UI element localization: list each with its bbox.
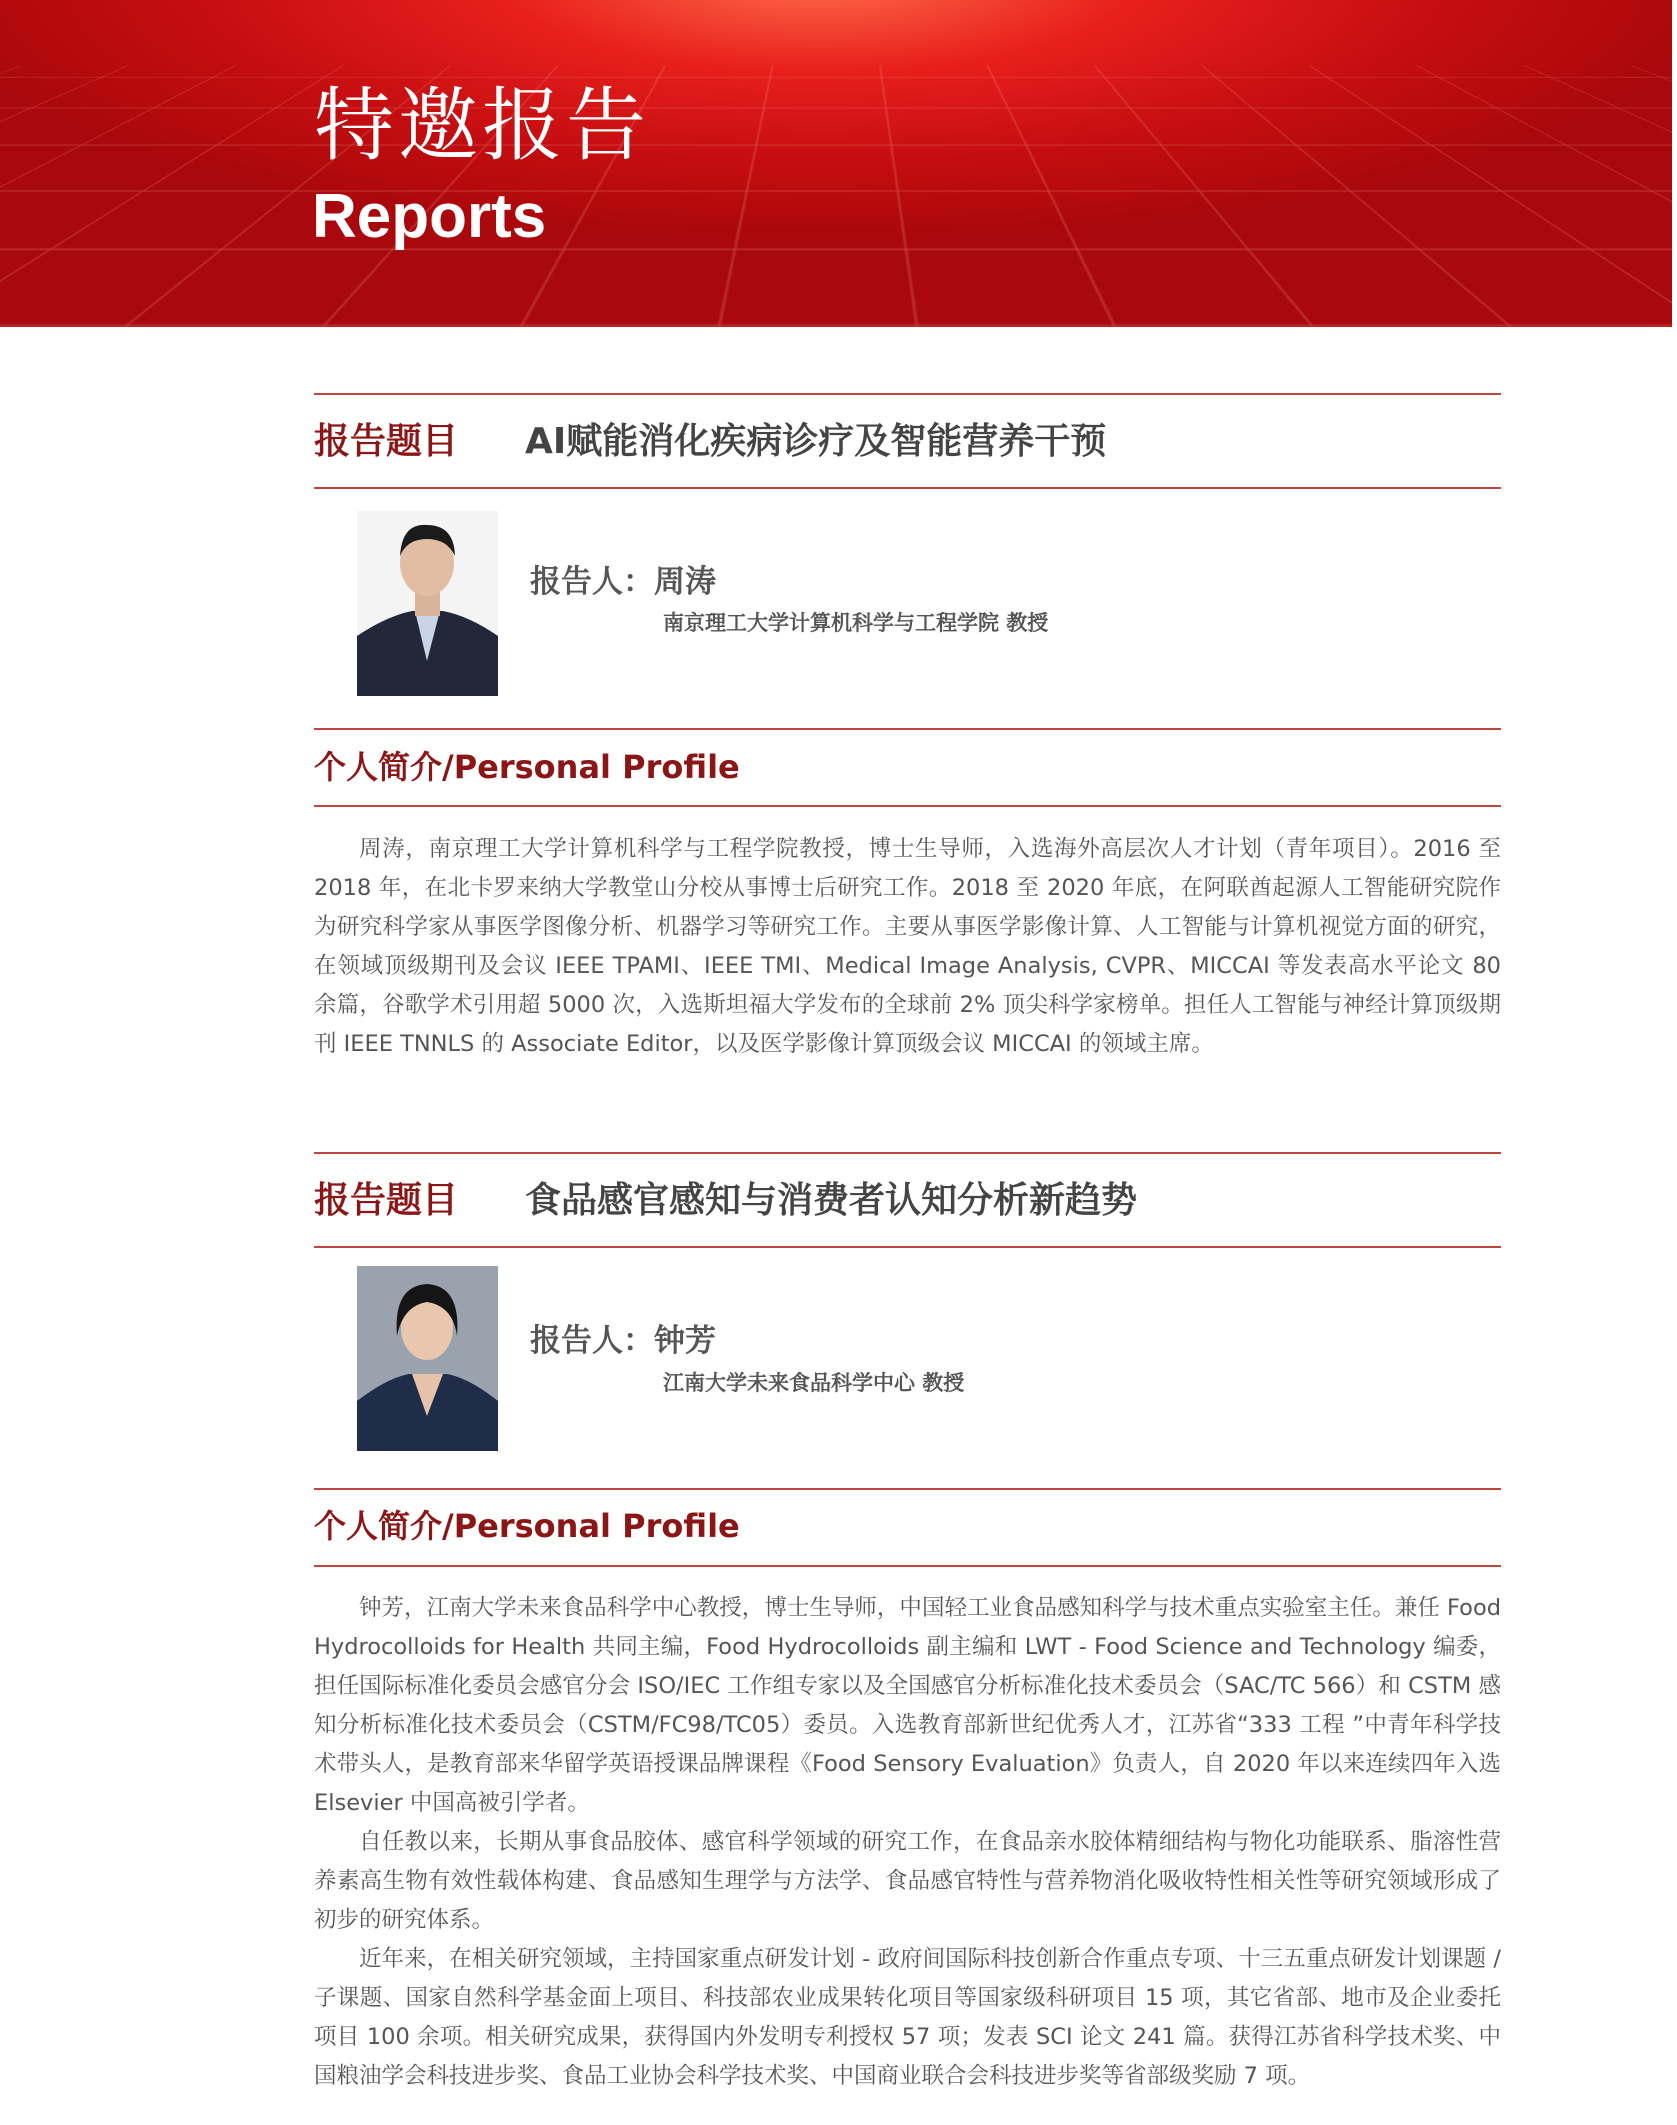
- banner-grid-decoration: [0, 66, 1672, 327]
- report-title: 食品感官感知与消费者认知分析新趋势: [525, 1180, 1138, 1221]
- divider: [314, 728, 1501, 730]
- profile-text: [314, 1589, 1501, 2096]
- divider: [314, 1488, 1501, 1490]
- profile-paragraph: 钟芳，江南大学未来食品科学中心教授，博士生导师，中国轻工业食品感知科学与技术重点实验室主任。兼任 Food Hydrocolloids for Health 共同主编，Food Hydrocolloids 副主编和 LWT - Food Science and Technology 编委，担任国际标准化委员会感官分会 ISO/IEC 工作组专家以及全国感官分析标准化技术委员会（SAC/TC 566）和 CSTM 感知分析标准化技术委员会（CSTM/FC98/TC05）委员。入选教育部新世纪优秀人才，江苏省“333 工程 ”中青年科学技术带头人，是教育部来华留学英语授课品牌课程《Food Sensory Evaluation》负责人，自 2020 年以来连续四年入选 Elsevier 中国高被引学者。: [314, 1595, 1501, 1816]
- profile-paragraph: 自任教以来，长期从事食品胶体、感官科学领域的研究工作，在食品亲水胶体精细结构与物化功能联系、脂溶性营养素高生物有效性载体构建、食品感知生理学与方法学、食品感官特性与营养物消化吸收特性相关性等研究领域形成了初步的研究体系。: [314, 1829, 1501, 1933]
- report-title: AI赋能消化疾病诊疗及智能营养干预: [525, 421, 1107, 462]
- header-banner: [0, 0, 1672, 327]
- divider: [314, 1565, 1501, 1567]
- report-label: 报告题目: [314, 421, 459, 462]
- profile-paragraph: 近年来，在相关研究领域，主持国家重点研发计划 - 政府间国际科技创新合作重点专项、十三五重点研发计划课题 / 子课题、国家自然科学基金面上项目、科技部农业成果转化项目等国家级科研项目 15 项，其它省部、地市及企业委托项目 100 余项。相关研究成果，获得国内外发明专利授权 57 项；发表 SCI 论文 241 篇。获得江苏省科学技术奖、中国粮油学会科技进步奖、食品工业协会科学技术奖、中国商业联合会科技进步奖等省部级奖励 7 项。: [314, 1946, 1501, 2089]
- speaker-photo: [357, 1266, 498, 1451]
- divider: [314, 393, 1501, 395]
- profile-paragraph: 周涛，南京理工大学计算机科学与工程学院教授，博士生导师，入选海外高层次人才计划（青年项目）。2016 至 2018 年，在北卡罗来纳大学教堂山分校从事博士后研究工作。2018 至 2020 年底，在阿联酋起源人工智能研究院作为研究科学家从事医学图像分析、机器学习等研究工作。主要从事医学影像计算、人工智能与计算机视觉方面的研究，在领域顶级期刊及会议 IEEE TPAMI、IEEE TMI、Medical Image Analysis, CVPR、MICCAI 等发表高水平论文 80 余篇，谷歌学术引用超 5000 次，入选斯坦福大学发布的全球前 2% 顶尖科学家榜单。担任人工智能与神经计算顶级期刊 IEEE TNNLS 的 Associate Editor，以及医学影像计算顶级会议 MICCAI 的领域主席。: [314, 836, 1501, 1057]
- page-title-en: Reports: [312, 182, 547, 251]
- speaker-name: 报告人：钟芳: [530, 1323, 716, 1359]
- page-title-cn: 特邀报告: [314, 79, 650, 172]
- profile-text: [314, 830, 1501, 1064]
- report-label: 报告题目: [314, 1180, 459, 1221]
- speaker-name: 报告人：周涛: [530, 564, 716, 600]
- speaker-photo: [357, 511, 498, 696]
- profile-heading: 个人简介/Personal Profile: [314, 748, 740, 786]
- divider: [314, 1246, 1501, 1248]
- divider: [314, 805, 1501, 807]
- divider: [314, 1152, 1501, 1154]
- speaker-affiliation: 江南大学未来食品科学中心 教授: [663, 1371, 965, 1395]
- speaker-affiliation: 南京理工大学计算机科学与工程学院 教授: [663, 611, 1049, 635]
- divider: [314, 487, 1501, 489]
- profile-heading: 个人简介/Personal Profile: [314, 1507, 740, 1545]
